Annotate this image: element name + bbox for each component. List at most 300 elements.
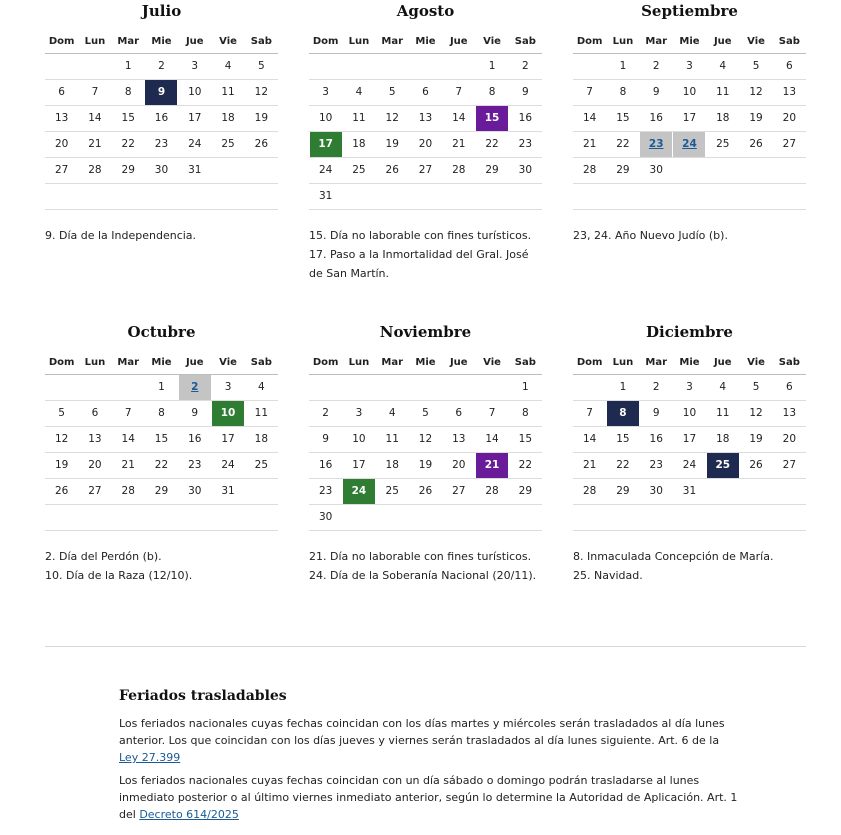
day-number: 18 bbox=[716, 112, 730, 124]
week-row bbox=[309, 158, 542, 184]
day-number: 21 bbox=[476, 453, 508, 478]
day-cell bbox=[409, 453, 442, 479]
holiday-day-cell bbox=[606, 401, 639, 427]
day-number: 6 bbox=[786, 381, 793, 393]
empty-day-cell bbox=[706, 505, 739, 531]
day-number: 4 bbox=[224, 60, 232, 72]
weekday-header: Mar bbox=[376, 350, 409, 375]
day-number: 25 bbox=[254, 459, 269, 471]
day-number[interactable]: 2 bbox=[179, 375, 211, 400]
day-number: 26 bbox=[749, 459, 763, 471]
weekday-header: Mie bbox=[409, 350, 442, 375]
day-number: 24 bbox=[221, 459, 235, 471]
day-number: 24 bbox=[188, 138, 202, 150]
day-cell bbox=[178, 479, 211, 505]
day-cell bbox=[706, 54, 739, 80]
day-number: 24 bbox=[682, 459, 697, 471]
day-number: 26 bbox=[385, 164, 399, 176]
day-number: 3 bbox=[224, 381, 232, 393]
month-agosto bbox=[309, 0, 542, 283]
empty-day-cell bbox=[442, 375, 475, 401]
empty-day-cell bbox=[673, 158, 706, 184]
day-cell bbox=[442, 158, 475, 184]
weekday-header: Sab bbox=[773, 350, 806, 375]
day-number: 14 bbox=[582, 112, 597, 124]
holiday-note: 24. Día de la Soberanía Nacional (20/11). bbox=[309, 569, 537, 582]
day-number: 4 bbox=[719, 60, 727, 72]
day-number: 7 bbox=[586, 407, 593, 419]
day-cell bbox=[309, 106, 342, 132]
day-cell bbox=[178, 453, 211, 479]
day-number: 31 bbox=[221, 485, 235, 497]
ley-27399-link[interactable]: Ley 27.399 bbox=[119, 751, 181, 764]
day-cell bbox=[640, 401, 673, 427]
day-number: 2 bbox=[652, 60, 660, 72]
day-cell bbox=[112, 427, 145, 453]
day-number: 17 bbox=[682, 112, 697, 124]
day-cell bbox=[509, 401, 542, 427]
month-octubre bbox=[45, 321, 278, 585]
day-cell bbox=[178, 106, 211, 132]
day-number: 4 bbox=[258, 381, 265, 393]
day-cell bbox=[78, 479, 111, 505]
empty-day-cell bbox=[475, 184, 508, 210]
weekday-header: Jue bbox=[442, 350, 475, 375]
day-number: 13 bbox=[54, 112, 69, 124]
holiday-day-cell bbox=[309, 132, 342, 158]
weekday-header: Lun bbox=[78, 29, 111, 54]
day-number: 26 bbox=[418, 485, 433, 497]
day-number: 11 bbox=[221, 86, 235, 98]
holiday-note: 15. Día no laborable con fines turísticos. bbox=[309, 229, 532, 242]
day-number: 27 bbox=[782, 459, 797, 471]
day-cell bbox=[573, 158, 606, 184]
day-cell bbox=[673, 54, 706, 80]
day-number: 16 bbox=[318, 459, 333, 471]
day-cell bbox=[442, 427, 475, 453]
weekday-header: Sab bbox=[245, 29, 278, 54]
empty-day-cell bbox=[245, 158, 278, 184]
empty-day-cell bbox=[45, 375, 78, 401]
day-number: 12 bbox=[54, 433, 69, 445]
empty-day-cell bbox=[245, 505, 278, 531]
empty-day-cell bbox=[409, 505, 442, 531]
day-cell bbox=[773, 106, 806, 132]
weekday-header: Jue bbox=[178, 29, 211, 54]
weekday-header: Mie bbox=[673, 29, 706, 54]
empty-day-cell bbox=[376, 184, 409, 210]
day-cell bbox=[573, 479, 606, 505]
holiday-day-cell bbox=[640, 132, 673, 158]
day-cell bbox=[178, 427, 211, 453]
week-row bbox=[573, 106, 806, 132]
weekday-header: Dom bbox=[45, 29, 78, 54]
day-cell bbox=[342, 453, 375, 479]
day-cell bbox=[409, 427, 442, 453]
day-number: 5 bbox=[752, 60, 760, 72]
empty-day-cell bbox=[112, 505, 145, 531]
empty-day-cell bbox=[739, 184, 772, 210]
day-cell bbox=[606, 54, 639, 80]
day-cell bbox=[245, 453, 278, 479]
week-row bbox=[309, 401, 542, 427]
empty-day-cell bbox=[376, 505, 409, 531]
day-number: 5 bbox=[422, 407, 429, 419]
day-cell bbox=[376, 479, 409, 505]
holiday-day-cell bbox=[475, 106, 508, 132]
day-cell bbox=[376, 106, 409, 132]
empty-day-cell bbox=[606, 505, 639, 531]
day-number: 17 bbox=[352, 459, 366, 471]
day-cell bbox=[78, 80, 111, 106]
day-number[interactable]: 23 bbox=[640, 132, 672, 157]
day-number: 12 bbox=[418, 433, 433, 445]
day-cell bbox=[773, 427, 806, 453]
month-title: Octubre bbox=[127, 323, 196, 341]
day-cell bbox=[211, 453, 244, 479]
day-number: 11 bbox=[352, 112, 366, 124]
info-paragraph-2-text: Los feriados nacionales cuyas fechas coincidan con un día sábado o domingo podrán trasladarse al lunes inmediato posterior o al último viernes inmediato anterior, según lo determine la Autoridad de Aplicación. Art. 1 del bbox=[119, 774, 738, 821]
day-cell bbox=[112, 453, 145, 479]
day-number: 21 bbox=[88, 138, 102, 150]
day-cell bbox=[178, 80, 211, 106]
day-cell bbox=[112, 479, 145, 505]
empty-day-cell bbox=[178, 505, 211, 531]
week-row bbox=[309, 132, 542, 158]
day-cell bbox=[475, 132, 508, 158]
weekday-header: Mar bbox=[376, 29, 409, 54]
day-number: 7 bbox=[488, 407, 496, 419]
day-number: 13 bbox=[452, 433, 466, 445]
day-cell bbox=[45, 132, 78, 158]
calendar-table bbox=[573, 350, 806, 531]
week-row bbox=[45, 54, 278, 80]
day-number: 21 bbox=[121, 459, 135, 471]
weekday-header: Lun bbox=[606, 29, 639, 54]
day-number: 29 bbox=[121, 164, 135, 176]
day-cell bbox=[376, 427, 409, 453]
day-cell bbox=[376, 401, 409, 427]
day-number: 11 bbox=[716, 86, 730, 98]
empty-day-cell bbox=[309, 375, 342, 401]
empty-day-cell bbox=[45, 54, 78, 80]
empty-day-cell bbox=[211, 158, 244, 184]
day-cell bbox=[309, 479, 342, 505]
month-septiembre bbox=[573, 0, 806, 245]
day-cell bbox=[640, 453, 673, 479]
holiday-note: 21. Día no laborable con fines turísticos. bbox=[309, 550, 532, 563]
day-number: 25 bbox=[707, 453, 739, 478]
day-cell bbox=[673, 106, 706, 132]
day-number: 7 bbox=[455, 86, 463, 98]
day-number: 15 bbox=[616, 433, 630, 445]
section-title: Feriados trasladables bbox=[119, 688, 287, 704]
day-cell bbox=[245, 106, 278, 132]
month-noviembre bbox=[309, 321, 542, 585]
day-cell bbox=[606, 453, 639, 479]
empty-day-cell bbox=[773, 158, 806, 184]
day-cell bbox=[573, 80, 606, 106]
day-cell bbox=[773, 453, 806, 479]
empty-day-cell bbox=[442, 184, 475, 210]
weekday-header: Sab bbox=[245, 350, 278, 375]
day-number: 2 bbox=[652, 381, 660, 393]
week-row bbox=[309, 479, 542, 505]
day-cell bbox=[409, 158, 442, 184]
day-cell bbox=[673, 401, 706, 427]
day-cell bbox=[145, 132, 178, 158]
day-number: 22 bbox=[616, 459, 630, 471]
empty-day-cell bbox=[706, 479, 739, 505]
week-row bbox=[45, 132, 278, 158]
weekday-header: Dom bbox=[573, 29, 606, 54]
day-cell bbox=[78, 401, 111, 427]
day-number: 30 bbox=[318, 511, 333, 523]
week-row bbox=[45, 106, 278, 132]
day-cell bbox=[245, 401, 278, 427]
day-number: 25 bbox=[385, 485, 399, 497]
day-number: 31 bbox=[682, 485, 697, 497]
holiday-notes bbox=[573, 226, 806, 245]
day-cell bbox=[640, 106, 673, 132]
empty-day-cell bbox=[78, 375, 111, 401]
holiday-day-cell bbox=[475, 453, 508, 479]
day-cell bbox=[606, 427, 639, 453]
day-cell bbox=[45, 479, 78, 505]
day-number: 8 bbox=[488, 86, 496, 98]
day-number: 5 bbox=[58, 407, 65, 419]
week-row bbox=[45, 375, 278, 401]
day-number: 26 bbox=[749, 138, 763, 150]
day-number: 9 bbox=[322, 433, 329, 445]
empty-day-cell bbox=[606, 184, 639, 210]
day-number: 15 bbox=[121, 112, 135, 124]
day-cell bbox=[739, 106, 772, 132]
week-row bbox=[573, 479, 806, 505]
weekday-header: Jue bbox=[442, 29, 475, 54]
day-number: 27 bbox=[54, 164, 69, 176]
day-number: 25 bbox=[221, 138, 235, 150]
empty-day-cell bbox=[145, 505, 178, 531]
weekday-header: Mar bbox=[640, 29, 673, 54]
day-number: 11 bbox=[716, 407, 730, 419]
day-number: 29 bbox=[154, 485, 169, 497]
empty-day-cell bbox=[78, 184, 111, 210]
holiday-note: 10. Día de la Raza (12/10). bbox=[45, 569, 193, 582]
holiday-notes bbox=[309, 226, 542, 283]
day-cell bbox=[78, 158, 111, 184]
holiday-day-cell bbox=[178, 375, 211, 401]
day-cell bbox=[475, 54, 508, 80]
day-number: 23 bbox=[649, 459, 663, 471]
day-number: 6 bbox=[58, 86, 65, 98]
day-number: 15 bbox=[154, 433, 169, 445]
week-row bbox=[45, 453, 278, 479]
weekday-header: Mar bbox=[640, 350, 673, 375]
day-cell bbox=[112, 54, 145, 80]
holiday-day-cell bbox=[145, 80, 178, 106]
day-cell bbox=[309, 80, 342, 106]
empty-day-cell bbox=[342, 54, 375, 80]
empty-day-cell bbox=[475, 375, 508, 401]
day-cell bbox=[606, 132, 639, 158]
week-row bbox=[573, 184, 806, 210]
month-diciembre bbox=[573, 321, 806, 585]
day-number: 1 bbox=[488, 60, 496, 72]
day-number: 1 bbox=[619, 60, 627, 72]
weekday-header: Sab bbox=[509, 29, 542, 54]
day-cell bbox=[509, 132, 542, 158]
empty-day-cell bbox=[409, 54, 442, 80]
day-number: 28 bbox=[88, 164, 102, 176]
day-number: 27 bbox=[418, 164, 433, 176]
day-number: 17 bbox=[310, 132, 342, 157]
day-cell bbox=[245, 80, 278, 106]
day-number: 19 bbox=[749, 112, 763, 124]
holiday-notes bbox=[309, 547, 542, 585]
calendar-table bbox=[45, 350, 278, 531]
day-cell bbox=[178, 401, 211, 427]
day-cell bbox=[509, 106, 542, 132]
empty-day-cell bbox=[573, 54, 606, 80]
day-number: 16 bbox=[188, 433, 202, 445]
week-row bbox=[309, 54, 542, 80]
day-number: 29 bbox=[485, 164, 499, 176]
day-number: 18 bbox=[716, 433, 730, 445]
empty-day-cell bbox=[78, 54, 111, 80]
weekday-header: Lun bbox=[78, 350, 111, 375]
day-cell bbox=[606, 158, 639, 184]
week-row bbox=[45, 479, 278, 505]
day-cell bbox=[409, 479, 442, 505]
day-number: 28 bbox=[485, 485, 499, 497]
day-cell bbox=[640, 80, 673, 106]
day-number: 12 bbox=[254, 86, 269, 98]
empty-day-cell bbox=[773, 479, 806, 505]
day-cell bbox=[178, 54, 211, 80]
day-cell bbox=[211, 479, 244, 505]
day-number: 14 bbox=[452, 112, 466, 124]
holiday-day-cell bbox=[673, 132, 706, 158]
holiday-note: 8. Inmaculada Concepción de María. bbox=[573, 550, 774, 563]
day-cell bbox=[706, 427, 739, 453]
day-number: 30 bbox=[649, 485, 663, 497]
weekday-header: Mie bbox=[145, 350, 178, 375]
empty-day-cell bbox=[509, 505, 542, 531]
day-number: 17 bbox=[682, 433, 697, 445]
day-number: 30 bbox=[649, 164, 663, 176]
day-number: 13 bbox=[88, 433, 102, 445]
day-number[interactable]: 24 bbox=[673, 132, 705, 157]
day-number: 22 bbox=[121, 138, 135, 150]
decreto-614-2025-link[interactable]: Decreto 614/2025 bbox=[139, 808, 239, 821]
day-number: 8 bbox=[158, 407, 165, 419]
empty-day-cell bbox=[573, 184, 606, 210]
day-cell bbox=[245, 132, 278, 158]
day-cell bbox=[309, 453, 342, 479]
week-row bbox=[309, 184, 542, 210]
week-row bbox=[309, 505, 542, 531]
day-number: 15 bbox=[616, 112, 630, 124]
day-number: 23 bbox=[154, 138, 169, 150]
empty-day-cell bbox=[706, 158, 739, 184]
day-cell bbox=[442, 132, 475, 158]
day-cell bbox=[112, 106, 145, 132]
empty-day-cell bbox=[640, 505, 673, 531]
day-number: 1 bbox=[124, 60, 132, 72]
holiday-notes bbox=[573, 547, 806, 585]
day-cell bbox=[706, 80, 739, 106]
week-row bbox=[45, 80, 278, 106]
month-title: Septiembre bbox=[641, 2, 738, 20]
day-cell bbox=[145, 54, 178, 80]
day-cell bbox=[442, 479, 475, 505]
day-cell bbox=[773, 132, 806, 158]
day-number: 19 bbox=[54, 459, 69, 471]
day-number: 28 bbox=[121, 485, 135, 497]
day-number: 6 bbox=[91, 407, 99, 419]
day-number: 1 bbox=[522, 381, 529, 393]
empty-day-cell bbox=[442, 54, 475, 80]
day-number: 26 bbox=[54, 485, 69, 497]
day-number: 8 bbox=[124, 86, 132, 98]
day-cell bbox=[739, 401, 772, 427]
empty-day-cell bbox=[409, 375, 442, 401]
day-cell bbox=[211, 106, 244, 132]
day-number: 25 bbox=[352, 164, 366, 176]
empty-day-cell bbox=[342, 375, 375, 401]
day-cell bbox=[706, 401, 739, 427]
weekday-header: Lun bbox=[606, 350, 639, 375]
day-cell bbox=[409, 132, 442, 158]
day-cell bbox=[673, 479, 706, 505]
empty-day-cell bbox=[78, 505, 111, 531]
empty-day-cell bbox=[376, 375, 409, 401]
empty-day-cell bbox=[45, 184, 78, 210]
day-number: 4 bbox=[355, 86, 363, 98]
day-number: 26 bbox=[254, 138, 269, 150]
day-cell bbox=[45, 80, 78, 106]
day-cell bbox=[409, 401, 442, 427]
day-cell bbox=[739, 375, 772, 401]
day-cell bbox=[509, 158, 542, 184]
calendar-table bbox=[573, 29, 806, 210]
weekday-header: Vie bbox=[475, 350, 508, 375]
day-cell bbox=[573, 453, 606, 479]
day-cell bbox=[376, 80, 409, 106]
empty-day-cell bbox=[739, 158, 772, 184]
day-number: 27 bbox=[452, 485, 466, 497]
day-cell bbox=[342, 427, 375, 453]
week-row bbox=[309, 453, 542, 479]
holiday-day-cell bbox=[211, 401, 244, 427]
week-row bbox=[573, 158, 806, 184]
day-cell bbox=[78, 132, 111, 158]
day-number: 7 bbox=[91, 86, 99, 98]
day-cell bbox=[739, 132, 772, 158]
day-cell bbox=[45, 106, 78, 132]
day-number: 18 bbox=[385, 459, 399, 471]
day-number: 12 bbox=[749, 86, 763, 98]
day-cell bbox=[739, 427, 772, 453]
empty-day-cell bbox=[245, 479, 278, 505]
day-cell bbox=[573, 427, 606, 453]
day-cell bbox=[706, 375, 739, 401]
calendar-table bbox=[45, 29, 278, 210]
day-number: 10 bbox=[188, 86, 202, 98]
day-cell bbox=[342, 158, 375, 184]
day-number: 16 bbox=[154, 112, 169, 124]
